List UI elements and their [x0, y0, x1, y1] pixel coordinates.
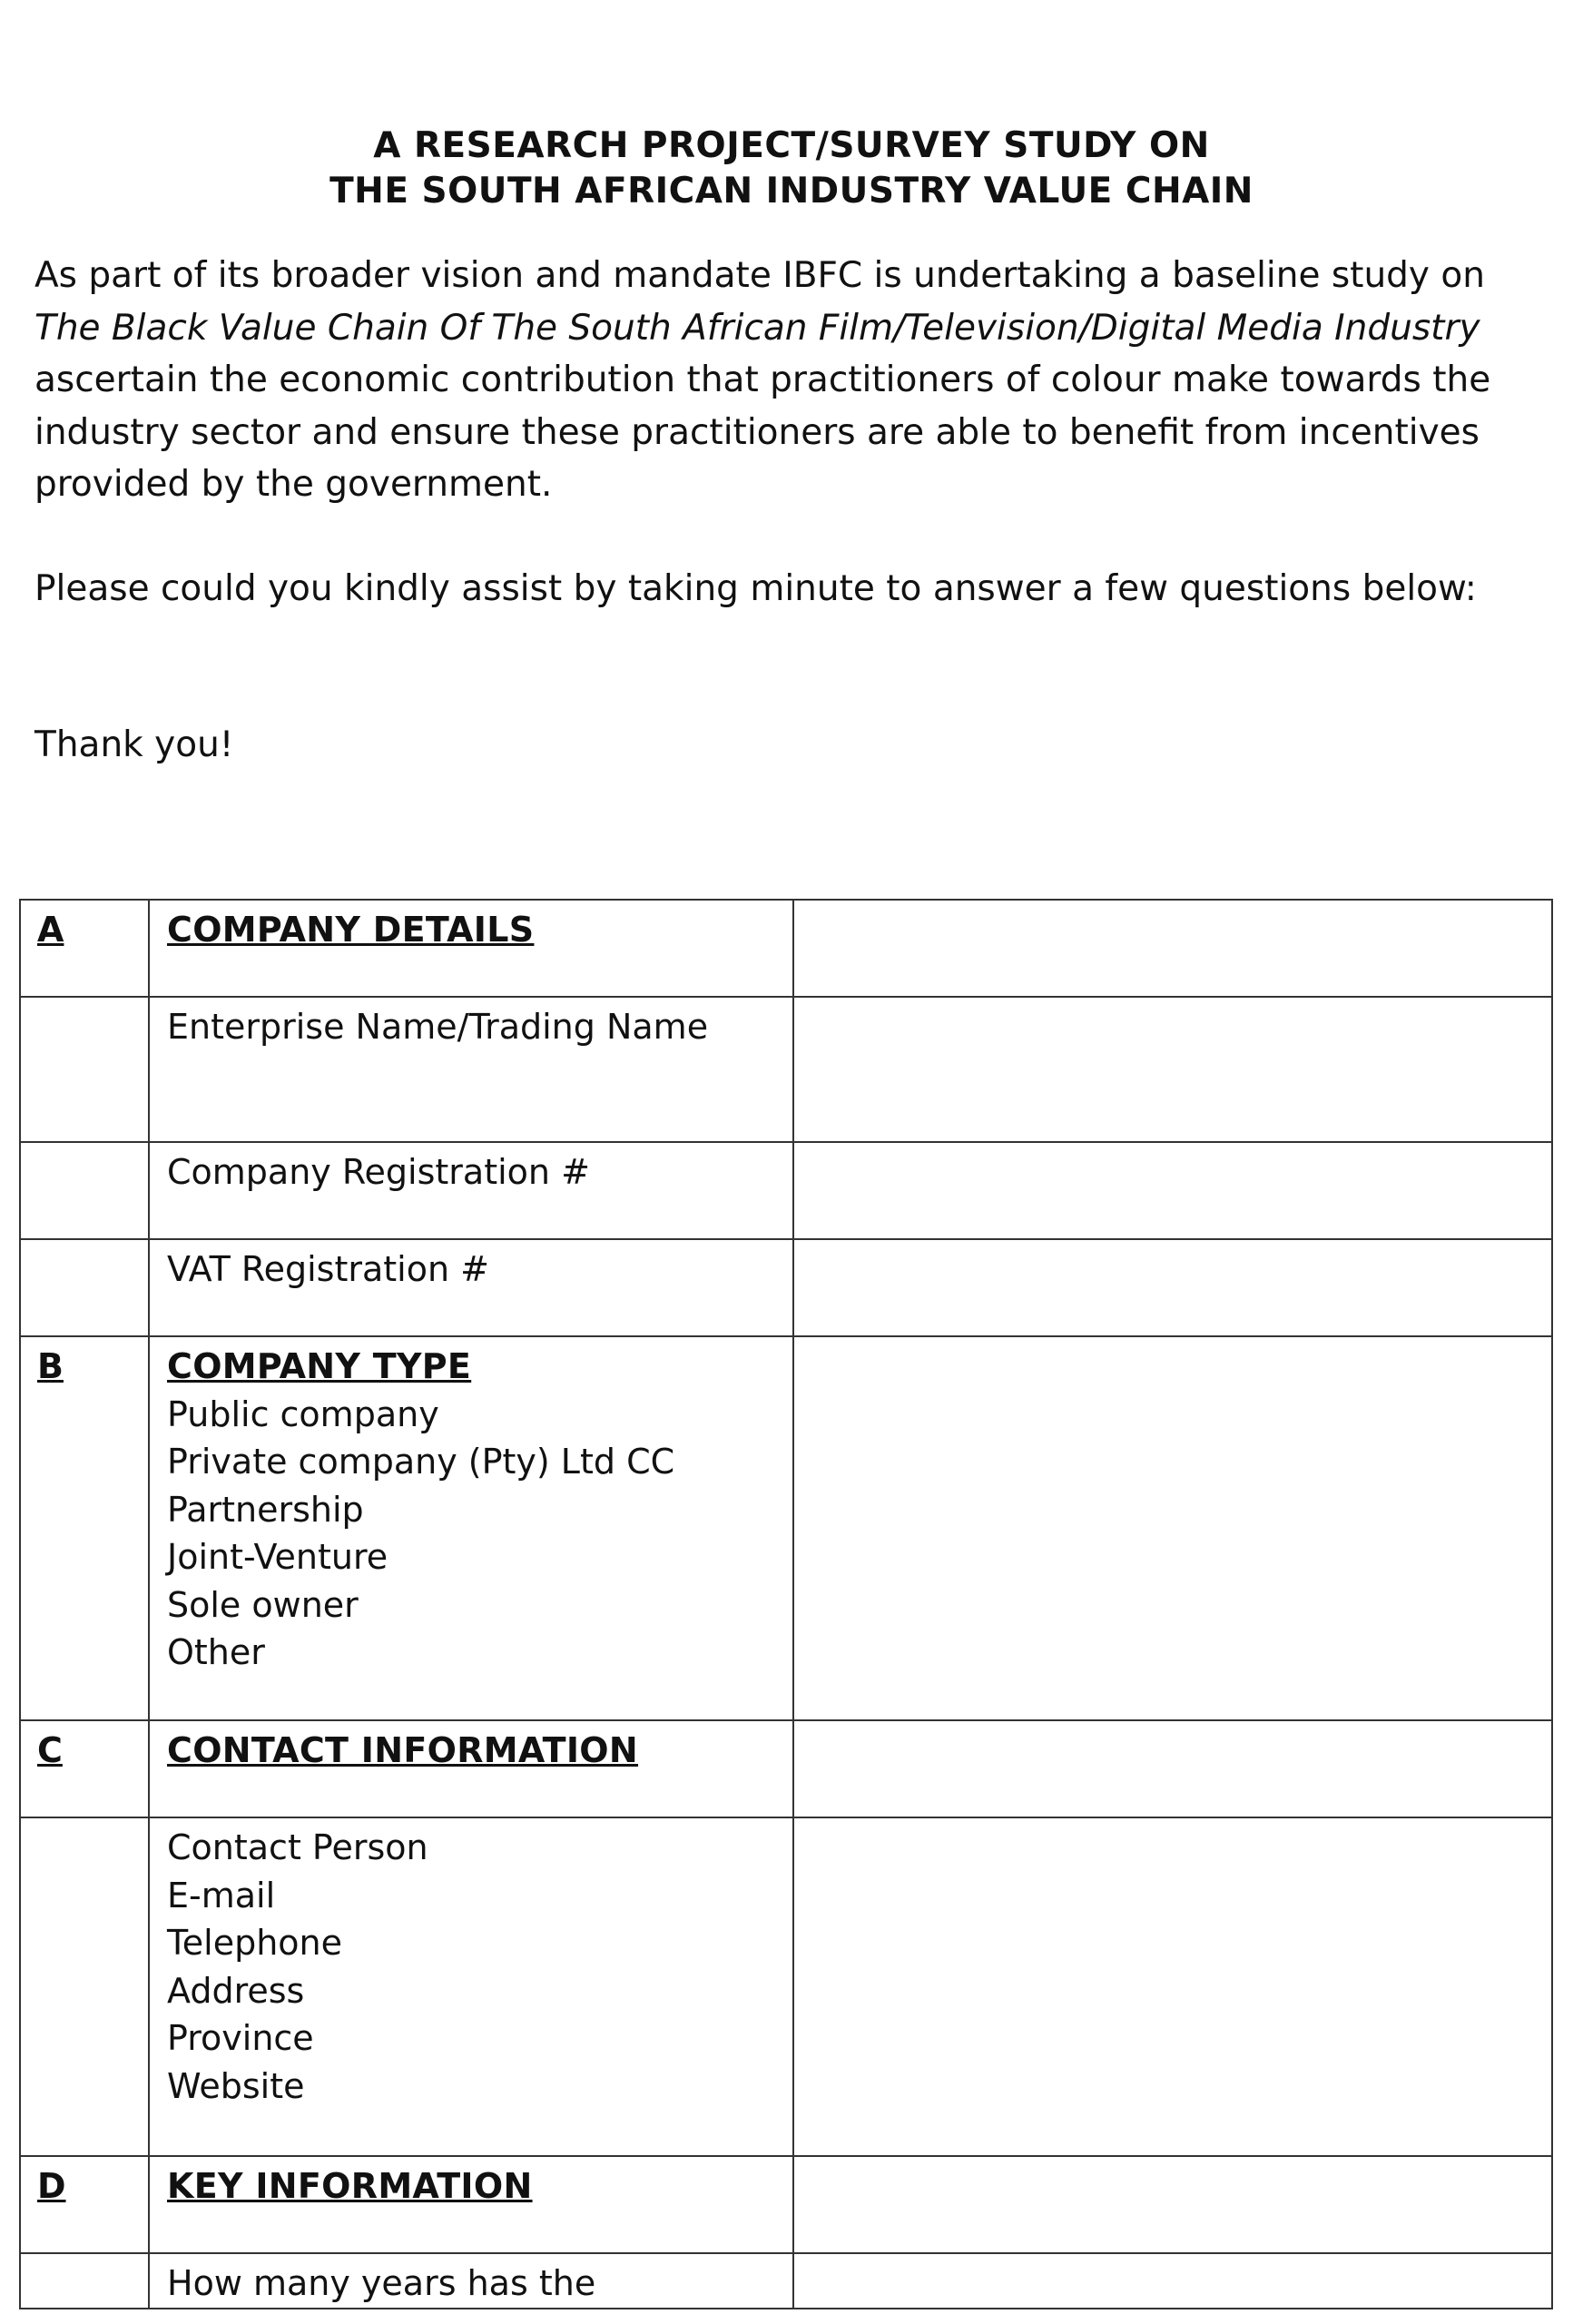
company-type-option: Private company (Pty) Ltd CC: [167, 1442, 675, 1482]
contact-information-answer[interactable]: [793, 1817, 1552, 2156]
table-row: [20, 997, 1552, 1142]
company-type-option: Public company: [167, 1393, 439, 1434]
section-c-header-row: [20, 1720, 1552, 1817]
email-label: E-mail: [167, 1875, 276, 1915]
years-question-answer[interactable]: [793, 2253, 1552, 2309]
table-row: [20, 1142, 1552, 1239]
section-a-header-answer: [793, 900, 1552, 997]
section-d-header-answer: [793, 2156, 1552, 2253]
company-type-option: Sole owner: [167, 1584, 359, 1625]
enterprise-name-label: Enterprise Name/Trading Name: [167, 1007, 709, 1047]
enterprise-name-answer[interactable]: [793, 997, 1552, 1142]
section-a-letter: A: [37, 910, 64, 950]
section-b-row: [20, 1336, 1552, 1720]
table-row: [20, 1239, 1552, 1336]
title-line-1: A RESEARCH PROJECT/SURVEY STUDY ON: [373, 125, 1210, 166]
request-paragraph: Please could you kindly assist by taking minute to answer a few questions below:: [34, 568, 1477, 609]
survey-form-table: [19, 899, 1553, 2309]
section-c-letter: C: [37, 1730, 63, 1770]
section-b-letter: B: [37, 1346, 64, 1386]
section-d-title: KEY INFORMATION: [167, 2166, 533, 2206]
vat-registration-answer[interactable]: [793, 1239, 1552, 1336]
telephone-label: Telephone: [167, 1923, 342, 1963]
section-a-header-row: [20, 900, 1552, 997]
section-c-title: CONTACT INFORMATION: [167, 1730, 639, 1770]
intro-text-1: As part of its broader vision and mandate IBFC is undertaking a baseline study on: [34, 255, 1485, 296]
province-label: Province: [167, 2018, 314, 2058]
section-a-title: COMPANY DETAILS: [167, 910, 535, 950]
intro-text-2: ascertain the economic contribution that practitioners of colour make towards the industry sector and ensure these practitioners are able to benefit from incentives provided by the government.: [34, 359, 1491, 505]
company-type-option: Joint-Venture: [167, 1537, 388, 1577]
title-line-2: THE SOUTH AFRICAN INDUSTRY VALUE CHAIN: [329, 171, 1254, 212]
website-label: Website: [167, 2065, 305, 2106]
thank-you-text: Thank you!: [34, 724, 234, 765]
years-question-label: How many years has the: [167, 2263, 596, 2303]
contact-person-label: Contact Person: [167, 1827, 428, 1867]
intro-study-name: The Black Value Chain Of The South African Film/Television/Digital Media Industry: [34, 307, 1480, 349]
company-type-option: Other: [167, 1632, 265, 1672]
intro-paragraph: [34, 250, 1559, 511]
section-b-title: COMPANY TYPE: [167, 1346, 472, 1386]
section-d-header-row: [20, 2156, 1552, 2253]
company-type-option: Partnership: [167, 1489, 364, 1530]
table-row: [20, 2253, 1552, 2309]
document-title: [0, 123, 1583, 214]
section-c-header-answer: [793, 1720, 1552, 1817]
address-label: Address: [167, 1970, 305, 2011]
vat-registration-label: VAT Registration #: [167, 1249, 489, 1289]
company-registration-label: Company Registration #: [167, 1152, 590, 1192]
section-d-letter: D: [37, 2166, 66, 2206]
company-registration-answer[interactable]: [793, 1142, 1552, 1239]
company-type-answer[interactable]: [793, 1336, 1552, 1720]
table-row: [20, 1817, 1552, 2156]
